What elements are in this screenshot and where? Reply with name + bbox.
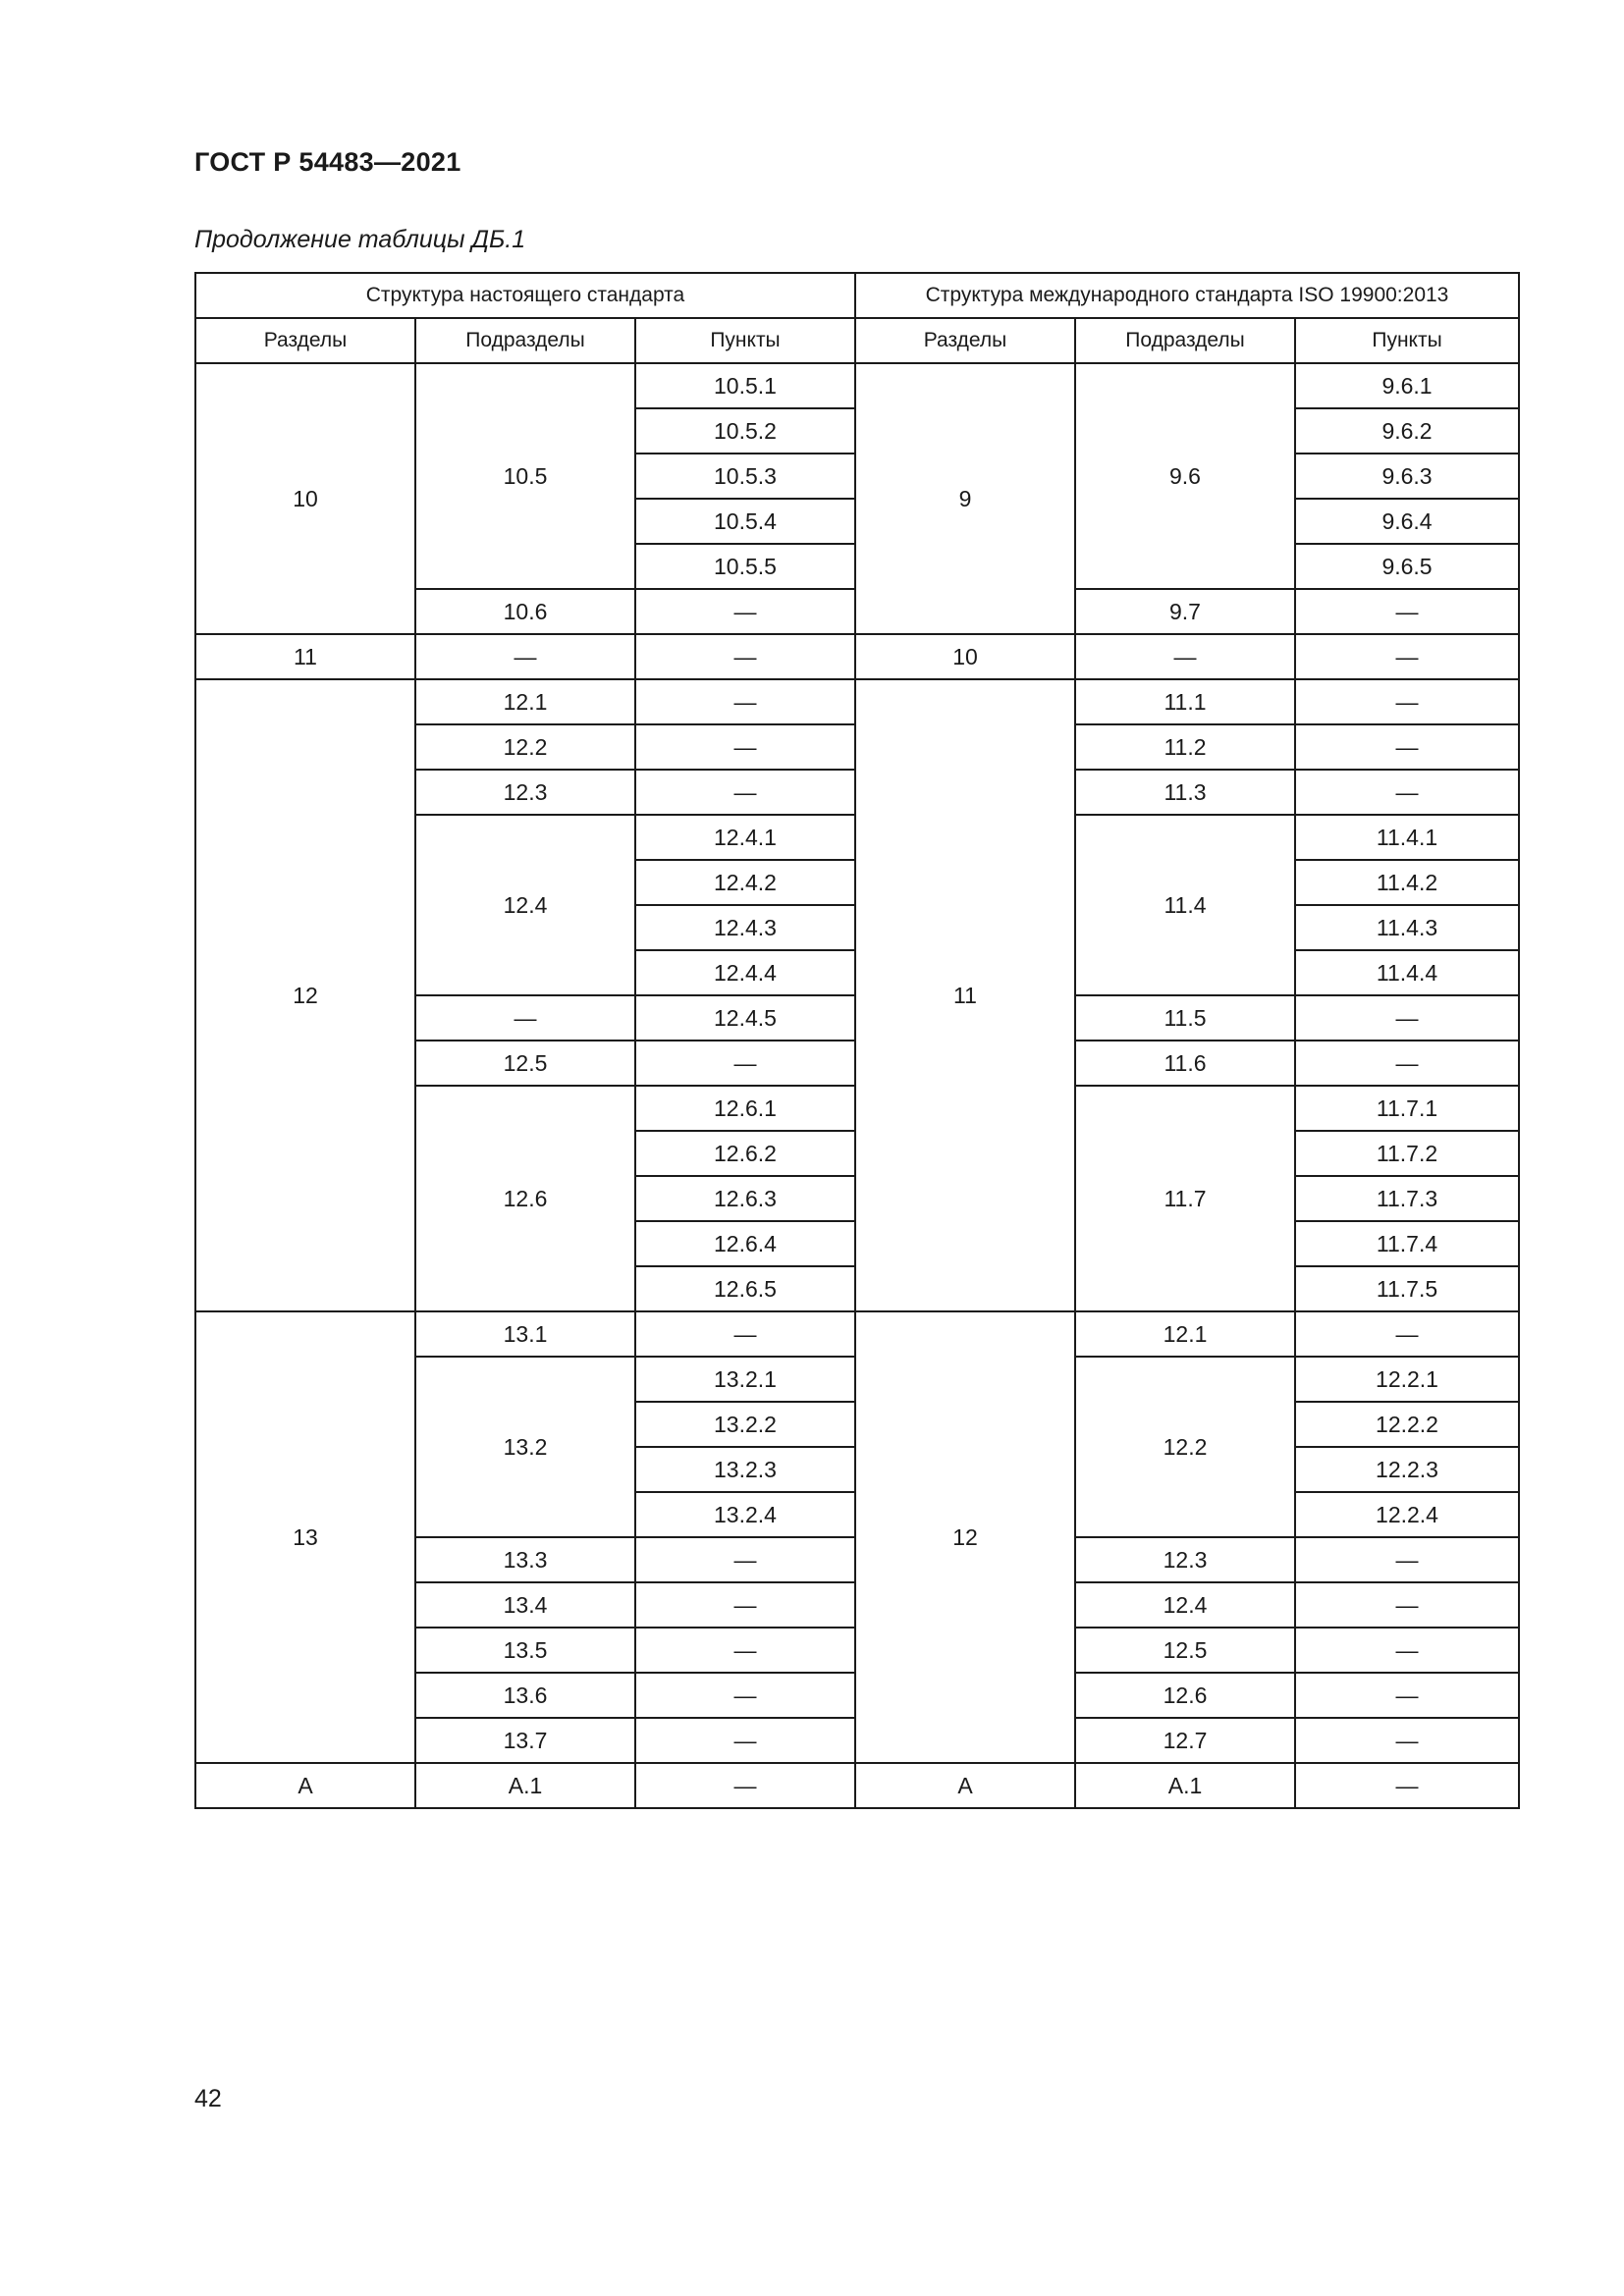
cell-clause-iso: — bbox=[1295, 1537, 1519, 1582]
cell-clause-current: — bbox=[635, 1041, 855, 1086]
cell-clause-iso: — bbox=[1295, 1582, 1519, 1628]
cell-clause-iso: 11.4.2 bbox=[1295, 860, 1519, 905]
table-caption: Продолжение таблицы ДБ.1 bbox=[194, 226, 526, 253]
comparison-table bbox=[194, 272, 1520, 1809]
cell-clause-current: 12.6.2 bbox=[635, 1131, 855, 1176]
cell-clause-current: — bbox=[635, 1311, 855, 1357]
cell-clause-iso: — bbox=[1295, 724, 1519, 770]
cell-subsection-current: 12.4 bbox=[415, 815, 635, 995]
cell-clause-current: — bbox=[635, 1628, 855, 1673]
cell-subsection-iso: 11.4 bbox=[1075, 815, 1295, 995]
cell-clause-iso: 11.4.1 bbox=[1295, 815, 1519, 860]
cell-section-current: 10 bbox=[195, 363, 415, 634]
table-row bbox=[195, 1763, 1519, 1808]
group-header-iso-standard: Структура международного стандарта ISO 19900:2013 bbox=[855, 273, 1519, 318]
cell-clause-iso: 9.6.1 bbox=[1295, 363, 1519, 408]
cell-clause-current: 12.4.2 bbox=[635, 860, 855, 905]
cell-subsection-current: 12.2 bbox=[415, 724, 635, 770]
cell-subsection-iso: 11.1 bbox=[1075, 679, 1295, 724]
cell-clause-current: 12.4.3 bbox=[635, 905, 855, 950]
table-row bbox=[195, 634, 1519, 679]
cell-clause-iso: 9.6.2 bbox=[1295, 408, 1519, 454]
cell-clause-current: 12.4.5 bbox=[635, 995, 855, 1041]
table-body bbox=[195, 363, 1519, 1808]
cell-clause-iso: 9.6.5 bbox=[1295, 544, 1519, 589]
cell-clause-current: 10.5.5 bbox=[635, 544, 855, 589]
column-header: Разделы bbox=[195, 318, 415, 363]
group-header-current-standard: Структура настоящего стандарта bbox=[195, 273, 855, 318]
cell-clause-current: 13.2.2 bbox=[635, 1402, 855, 1447]
column-header: Пункты bbox=[635, 318, 855, 363]
cell-subsection-current: 13.1 bbox=[415, 1311, 635, 1357]
cell-subsection-iso: 11.5 bbox=[1075, 995, 1295, 1041]
cell-clause-current: 12.4.4 bbox=[635, 950, 855, 995]
column-header: Подразделы bbox=[1075, 318, 1295, 363]
cell-subsection-current: 10.6 bbox=[415, 589, 635, 634]
cell-clause-current: — bbox=[635, 1582, 855, 1628]
cell-clause-iso: — bbox=[1295, 1763, 1519, 1808]
cell-clause-iso: 12.2.3 bbox=[1295, 1447, 1519, 1492]
cell-clause-current: 12.6.5 bbox=[635, 1266, 855, 1311]
cell-clause-current: 13.2.3 bbox=[635, 1447, 855, 1492]
cell-subsection-current: 13.4 bbox=[415, 1582, 635, 1628]
cell-clause-iso: 12.2.1 bbox=[1295, 1357, 1519, 1402]
cell-subsection-iso: 9.7 bbox=[1075, 589, 1295, 634]
cell-clause-iso: — bbox=[1295, 995, 1519, 1041]
column-header: Подразделы bbox=[415, 318, 635, 363]
cell-clause-current: — bbox=[635, 1718, 855, 1763]
table-row bbox=[195, 363, 1519, 408]
cell-clause-current: — bbox=[635, 679, 855, 724]
cell-clause-iso: 12.2.4 bbox=[1295, 1492, 1519, 1537]
cell-clause-current: — bbox=[635, 1537, 855, 1582]
cell-clause-current: 13.2.1 bbox=[635, 1357, 855, 1402]
cell-clause-iso: 11.7.2 bbox=[1295, 1131, 1519, 1176]
cell-subsection-current: 13.6 bbox=[415, 1673, 635, 1718]
cell-clause-iso: — bbox=[1295, 1718, 1519, 1763]
cell-clause-iso: 11.4.3 bbox=[1295, 905, 1519, 950]
cell-clause-iso: — bbox=[1295, 1041, 1519, 1086]
cell-clause-current: — bbox=[635, 589, 855, 634]
cell-subsection-current: 12.6 bbox=[415, 1086, 635, 1311]
cell-clause-iso: — bbox=[1295, 589, 1519, 634]
cell-subsection-current: 13.2 bbox=[415, 1357, 635, 1537]
cell-subsection-iso: 12.2 bbox=[1075, 1357, 1295, 1537]
cell-clause-current: 13.2.4 bbox=[635, 1492, 855, 1537]
cell-subsection-iso: 12.7 bbox=[1075, 1718, 1295, 1763]
cell-clause-iso: 11.7.5 bbox=[1295, 1266, 1519, 1311]
cell-clause-current: 12.4.1 bbox=[635, 815, 855, 860]
group-header-row bbox=[195, 273, 1519, 318]
column-header: Разделы bbox=[855, 318, 1075, 363]
cell-section-iso: 11 bbox=[855, 679, 1075, 1311]
cell-clause-current: 12.6.1 bbox=[635, 1086, 855, 1131]
cell-subsection-iso: — bbox=[1075, 634, 1295, 679]
cell-subsection-current: 13.3 bbox=[415, 1537, 635, 1582]
cell-clause-iso: 11.7.4 bbox=[1295, 1221, 1519, 1266]
cell-clause-iso: 11.4.4 bbox=[1295, 950, 1519, 995]
cell-subsection-iso: 12.5 bbox=[1075, 1628, 1295, 1673]
cell-section-iso: 12 bbox=[855, 1311, 1075, 1763]
table-row bbox=[195, 1311, 1519, 1357]
cell-clause-current: — bbox=[635, 1673, 855, 1718]
cell-subsection-iso: А.1 bbox=[1075, 1763, 1295, 1808]
cell-section-iso: 10 bbox=[855, 634, 1075, 679]
cell-clause-iso: — bbox=[1295, 770, 1519, 815]
cell-clause-iso: — bbox=[1295, 679, 1519, 724]
cell-section-iso: 9 bbox=[855, 363, 1075, 634]
cell-clause-iso: — bbox=[1295, 634, 1519, 679]
cell-subsection-current: — bbox=[415, 995, 635, 1041]
cell-clause-current: — bbox=[635, 770, 855, 815]
cell-clause-current: 10.5.4 bbox=[635, 499, 855, 544]
document-code: ГОСТ Р 54483—2021 bbox=[194, 147, 461, 177]
cell-clause-current: 10.5.1 bbox=[635, 363, 855, 408]
cell-subsection-current: 12.5 bbox=[415, 1041, 635, 1086]
cell-clause-iso: — bbox=[1295, 1628, 1519, 1673]
cell-section-iso: А bbox=[855, 1763, 1075, 1808]
cell-subsection-iso: 11.3 bbox=[1075, 770, 1295, 815]
cell-clause-current: — bbox=[635, 724, 855, 770]
cell-subsection-iso: 12.1 bbox=[1075, 1311, 1295, 1357]
cell-subsection-iso: 11.2 bbox=[1075, 724, 1295, 770]
cell-clause-iso: 11.7.3 bbox=[1295, 1176, 1519, 1221]
cell-subsection-current: 13.7 bbox=[415, 1718, 635, 1763]
cell-subsection-iso: 11.6 bbox=[1075, 1041, 1295, 1086]
cell-clause-current: 12.6.4 bbox=[635, 1221, 855, 1266]
cell-subsection-iso: 12.6 bbox=[1075, 1673, 1295, 1718]
cell-clause-iso: 12.2.2 bbox=[1295, 1402, 1519, 1447]
cell-clause-current: — bbox=[635, 1763, 855, 1808]
cell-clause-current: 10.5.3 bbox=[635, 454, 855, 499]
table-row bbox=[195, 679, 1519, 724]
cell-clause-iso: 11.7.1 bbox=[1295, 1086, 1519, 1131]
cell-clause-iso: 9.6.4 bbox=[1295, 499, 1519, 544]
page-number: 42 bbox=[194, 2085, 222, 2112]
cell-subsection-current: А.1 bbox=[415, 1763, 635, 1808]
cell-section-current: 12 bbox=[195, 679, 415, 1311]
cell-subsection-iso: 9.6 bbox=[1075, 363, 1295, 589]
cell-section-current: 13 bbox=[195, 1311, 415, 1763]
cell-section-current: 11 bbox=[195, 634, 415, 679]
cell-subsection-current: 10.5 bbox=[415, 363, 635, 589]
cell-clause-current: — bbox=[635, 634, 855, 679]
cell-subsection-current: 12.3 bbox=[415, 770, 635, 815]
cell-subsection-current: — bbox=[415, 634, 635, 679]
cell-clause-current: 12.6.3 bbox=[635, 1176, 855, 1221]
column-header: Пункты bbox=[1295, 318, 1519, 363]
cell-clause-iso: — bbox=[1295, 1673, 1519, 1718]
cell-subsection-iso: 11.7 bbox=[1075, 1086, 1295, 1311]
cell-subsection-current: 13.5 bbox=[415, 1628, 635, 1673]
cell-subsection-iso: 12.4 bbox=[1075, 1582, 1295, 1628]
cell-clause-iso: 9.6.3 bbox=[1295, 454, 1519, 499]
cell-section-current: А bbox=[195, 1763, 415, 1808]
column-header-row bbox=[195, 318, 1519, 363]
cell-subsection-iso: 12.3 bbox=[1075, 1537, 1295, 1582]
cell-subsection-current: 12.1 bbox=[415, 679, 635, 724]
cell-clause-iso: — bbox=[1295, 1311, 1519, 1357]
cell-clause-current: 10.5.2 bbox=[635, 408, 855, 454]
